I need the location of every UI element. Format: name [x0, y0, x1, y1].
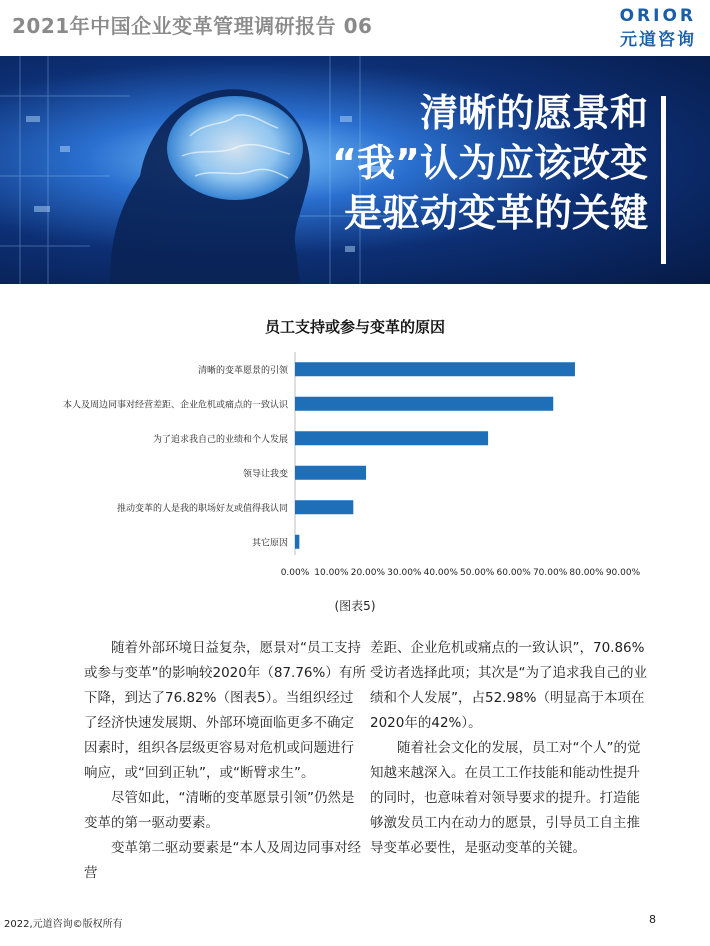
report-title: 2021年中国企业变革管理调研报告 06	[12, 14, 373, 38]
paragraph: 随着外部环境日益复杂，愿景对“员工支持或参与变革”的影响较2020年（87.76%）有所下降，到达了76.82%（图表5）。当组织经过了经济快速发展期、外部环境面临更多不确定因素时，组织各层级更容易对危机或问题进行响应，或“回到正轨”，或“断臂求生”。	[84, 640, 366, 781]
paragraph: 差距、企业危机或痛点的一致认识”，70.86%受访者选择此项；其次是“为了追求我自己的业绩和个人发展”，占52.98%（明显高于本项在2020年的42%）。	[370, 640, 647, 731]
x-tick-label: 50.00%	[460, 568, 495, 578]
page-number: 8	[649, 913, 656, 926]
category-label: 本人及周边同事对经营差距、企业危机或痛点的一致认识	[62, 400, 288, 411]
paragraph: 尽管如此，“清晰的变革愿景引领”仍然是变革的第一驱动要素。	[84, 790, 355, 831]
logo-chinese-name: 元道咨询	[620, 30, 696, 50]
bar	[295, 431, 488, 445]
paragraph: 随着社会文化的发展，员工对“个人”的觉知越来越深入。在员工工作技能和能动性提升的同时，也意味着对领导要求的提升。打造能够激发员工内在动力的愿景，引导员工自主推导变革必要性，是驱动变革的关键。	[370, 740, 641, 856]
body-column-left	[84, 636, 366, 886]
copyright-notice: 2022,元道咨询©版权所有	[4, 919, 123, 930]
chart-caption: (图表5)	[334, 599, 376, 613]
x-tick-label: 30.00%	[387, 568, 422, 578]
category-label: 清晰的变革愿景的引领	[197, 365, 288, 376]
bar-chart	[0, 350, 710, 585]
hero-headline	[332, 88, 648, 238]
hero-banner	[0, 56, 710, 284]
x-tick-label: 40.00%	[423, 568, 458, 578]
logo-wordmark: ORIOR	[619, 6, 696, 26]
bar	[295, 466, 366, 480]
paragraph: 变革第二驱动要素是“本人及周边同事对经营	[84, 840, 361, 881]
x-tick-label: 10.00%	[314, 568, 349, 578]
body-column-right	[370, 636, 652, 861]
bar	[295, 535, 299, 549]
category-label: 其它原因	[251, 538, 288, 549]
hero-line-2: “我”认为应该改变	[332, 141, 648, 185]
x-tick-label: 0.00%	[280, 568, 310, 578]
category-label: 领导让我变	[242, 469, 288, 480]
x-tick-label: 60.00%	[496, 568, 531, 578]
x-tick-label: 20.00%	[350, 568, 386, 578]
bar	[295, 397, 553, 411]
bar	[295, 500, 353, 514]
x-tick-label: 80.00%	[569, 568, 604, 578]
bar	[295, 362, 575, 376]
x-tick-label: 70.00%	[532, 568, 568, 578]
hero-line-3: 是驱动变革的关键	[343, 191, 648, 235]
x-tick-label: 90.00%	[605, 568, 641, 578]
category-label: 推动变革的人是我的职场好友或值得我认同	[116, 503, 288, 514]
chart-title: 员工支持或参与变革的原因	[264, 318, 445, 336]
hero-accent-bar	[661, 96, 666, 264]
hero-line-1: 清晰的愿景和	[419, 91, 648, 135]
category-label: 为了追求我自己的业绩和个人发展	[152, 434, 288, 445]
company-logo	[600, 6, 696, 50]
